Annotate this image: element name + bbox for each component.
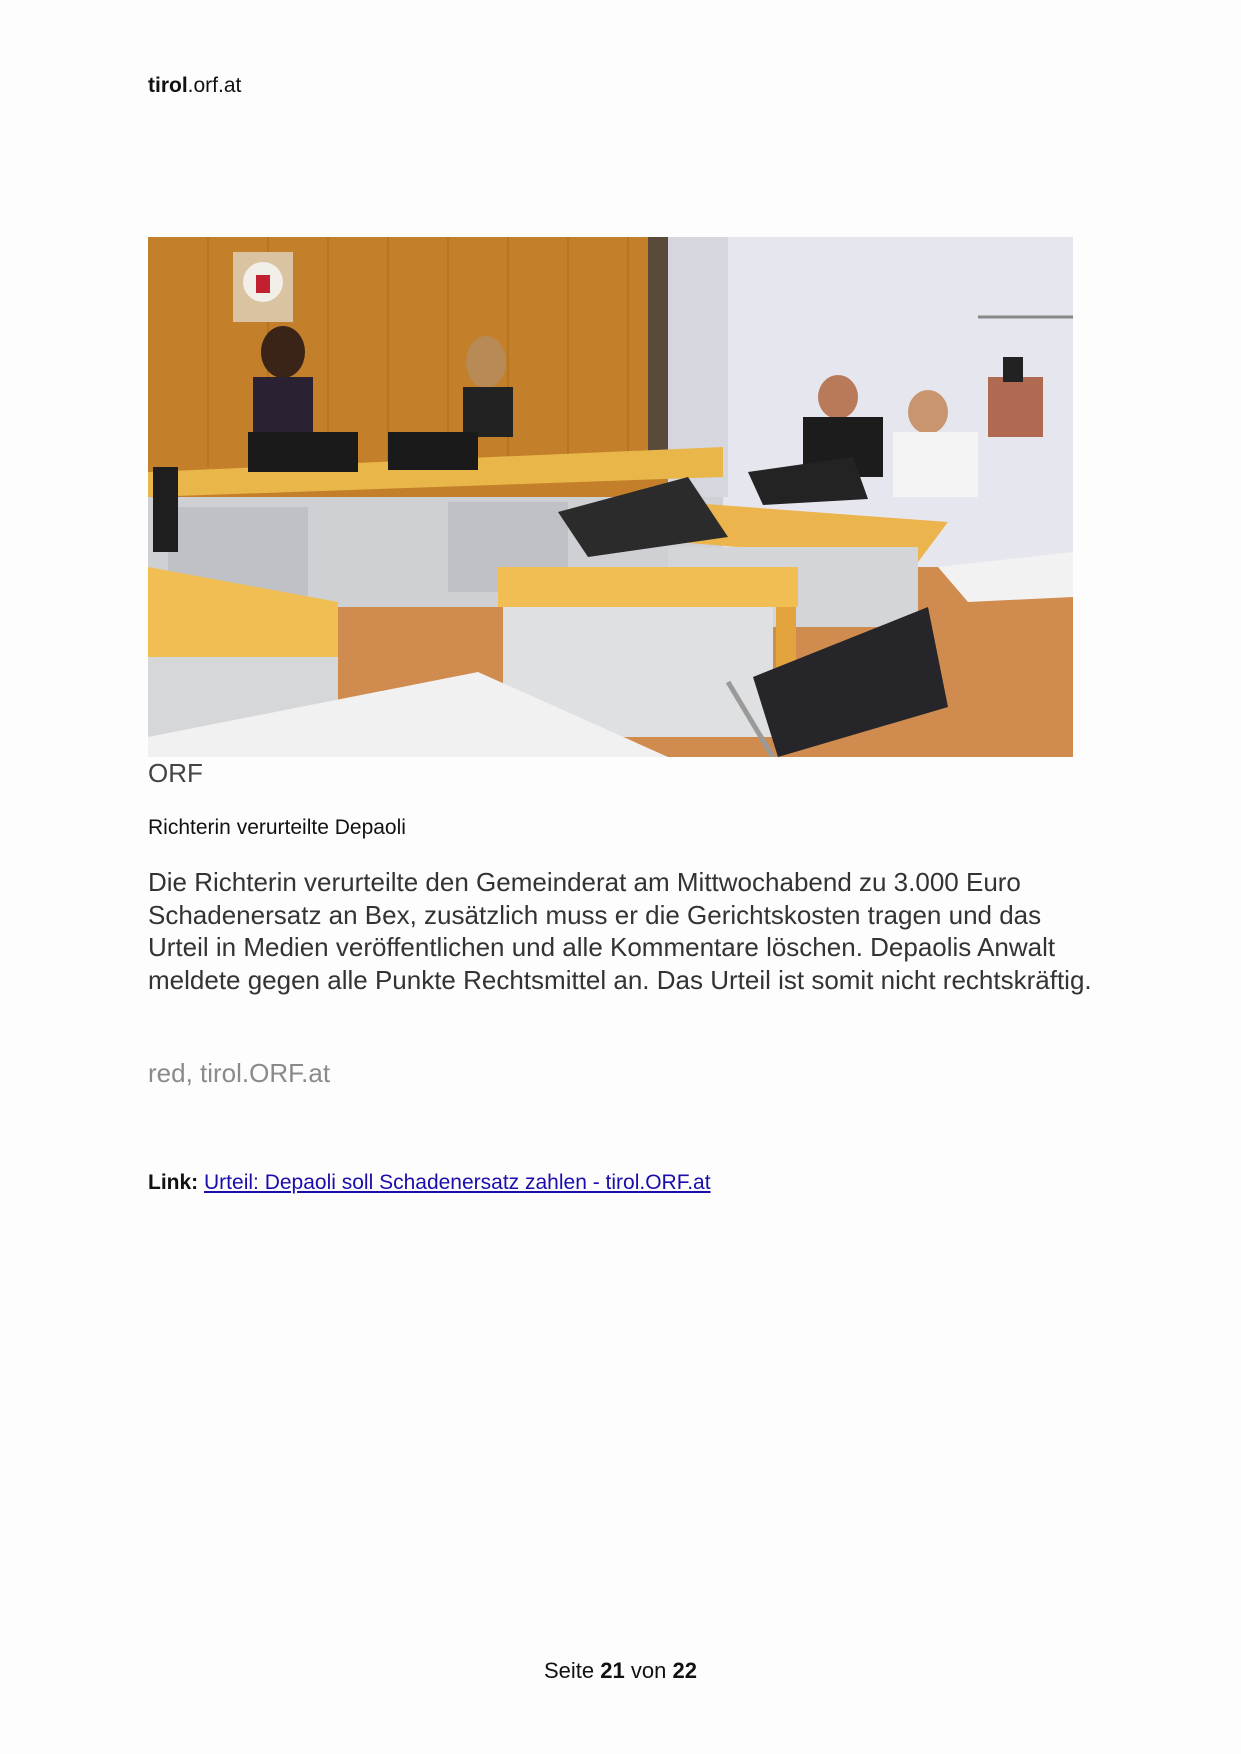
article-link[interactable]: Urteil: Depaoli soll Schadenersatz zahlen - tirol.ORF.at bbox=[204, 1171, 711, 1194]
photo-caption: Richterin verurteilte Depaoli bbox=[148, 816, 406, 839]
courtroom-photo bbox=[148, 237, 1073, 757]
footer-current-page: 21 bbox=[600, 1658, 625, 1683]
byline: red, tirol.ORF.at bbox=[148, 1058, 331, 1088]
link-label: Link: bbox=[148, 1171, 199, 1194]
page-footer bbox=[0, 1658, 1241, 1684]
site-header bbox=[148, 74, 241, 98]
footer-prefix: Seite bbox=[544, 1658, 595, 1683]
footer-total-pages: 22 bbox=[672, 1658, 697, 1683]
footer-middle: von bbox=[630, 1658, 667, 1683]
article-body: Die Richterin verurteilte den Gemeinderat am Mittwochabend zu 3.000 Euro Schadenersatz an Bex, zusätzlich muss er die Gerichtskosten tragen und das Urteil in Medien veröffentlichen und alle Kommentare löschen. Depaolis Anwalt meldete gegen alle Punkte Rechtsmittel an. Das Urteil ist somit nicht rechtskräftig. bbox=[148, 867, 1092, 995]
link-line bbox=[148, 1171, 711, 1195]
site-name-rest: .orf.at bbox=[187, 74, 242, 97]
photo-credit: ORF bbox=[148, 758, 203, 788]
site-name-bold: tirol bbox=[148, 74, 188, 97]
